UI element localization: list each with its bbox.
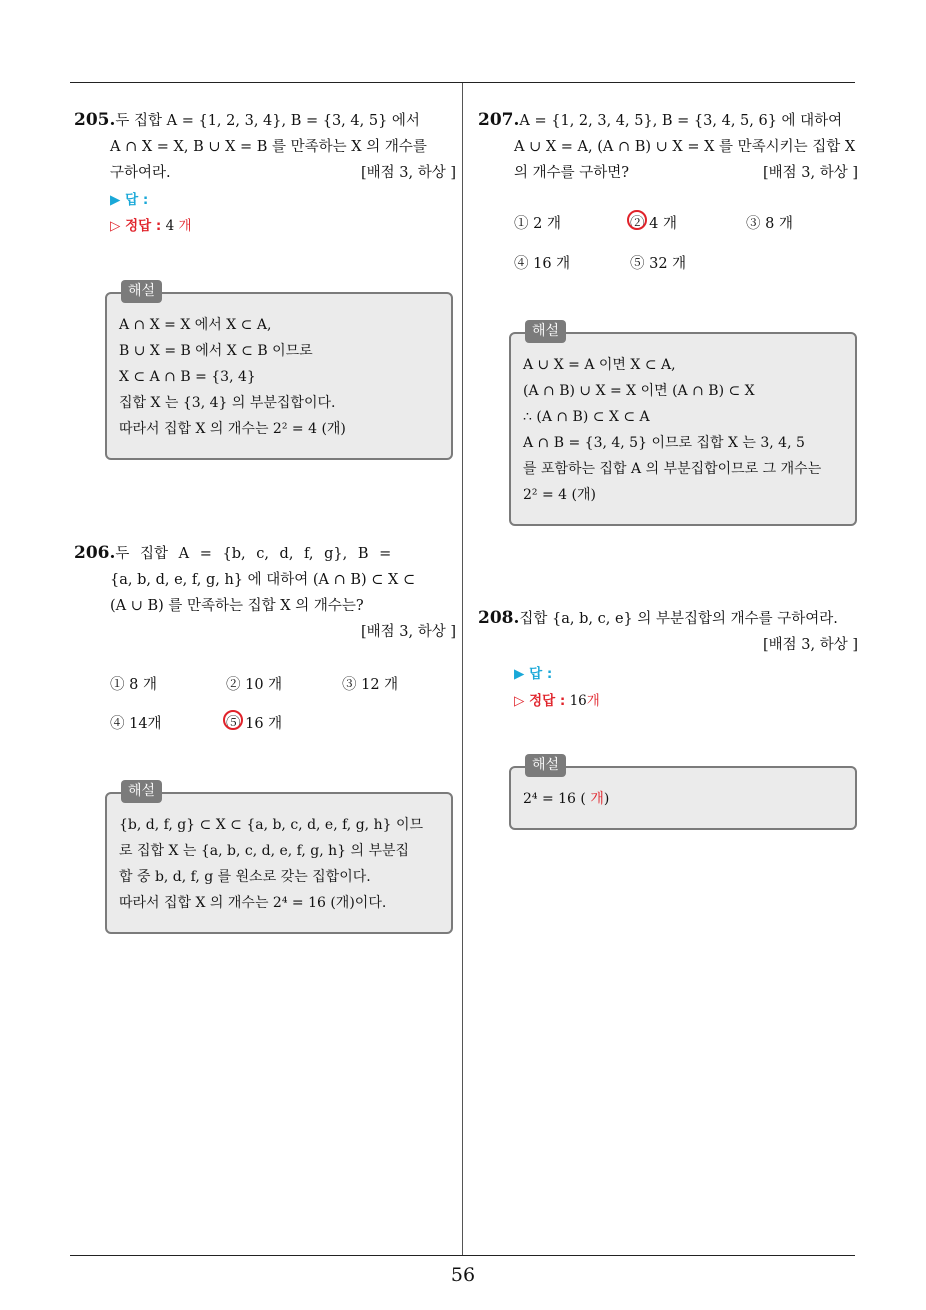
score-meta: [배점 3, 하상 ] [360, 624, 456, 640]
question-text: 두 집합 A = {1, 2, 3, 4}, B = {3, 4, 5} 에서 [115, 113, 420, 129]
selected-choice-mark [627, 210, 647, 230]
column-divider [462, 83, 463, 1255]
choice-2[interactable]: ② 10 개 [226, 677, 283, 693]
question-line [74, 107, 456, 134]
solution-line: 따라서 집합 X 의 개수는 2² = 4 (개) [119, 421, 346, 437]
solution-line: A ∩ B = {3, 4, 5} 이므로 집합 X 는 3, 4, 5 [523, 435, 805, 451]
solution-line: (A ∩ B) ∪ X = X 이면 (A ∩ B) ⊂ X [523, 383, 755, 399]
solution-line: 로 집합 X 는 {a, b, c, d, e, f, g, h} 의 부분집 [119, 843, 410, 859]
problem-number: 205. [74, 110, 116, 130]
choice-3[interactable]: ③ 8 개 [746, 216, 793, 232]
answer-line [514, 662, 552, 686]
question-line [74, 540, 456, 567]
solution-box-205 [105, 283, 453, 460]
correct-answer-unit: 개 [586, 693, 600, 709]
question-line [478, 605, 858, 632]
correct-answer-label: ▷ 정답 : [514, 693, 566, 709]
solution-unit: 개 [590, 791, 604, 807]
solution-line: ∴ (A ∩ B) ⊂ X ⊂ A [523, 409, 650, 425]
problem-number: 207. [478, 110, 520, 130]
score-meta: [배점 3, 하상 ] [360, 165, 456, 181]
solution-tag: 해설 [525, 754, 566, 777]
answer-label: ▶ 답 : [514, 666, 553, 682]
choice-1[interactable]: ① 8 개 [110, 677, 157, 693]
solution-line: 합 중 b, d, f, g 를 원소로 갖는 집합이다. [119, 869, 371, 885]
page-number: 56 [450, 1264, 476, 1286]
question-text: 두 집합 A = {b, c, d, f, g}, B = [115, 546, 392, 562]
question-text: 구하여라. [110, 165, 171, 181]
problem-number: 206. [74, 543, 116, 563]
correct-answer-line [110, 214, 192, 238]
question-text: A ∪ X = A, (A ∩ B) ∪ X = X 를 만족시키는 집합 X [514, 139, 856, 155]
answer-label: ▶ 답 : [110, 192, 149, 208]
solution-line: 집합 X 는 {3, 4} 의 부분집합이다. [119, 395, 336, 411]
problem-205 [74, 107, 456, 186]
solution-tag: 해설 [121, 280, 162, 303]
footer-rule [70, 1255, 855, 1256]
correct-answer-value: 4 [165, 218, 175, 234]
correct-answer-value: 16 [569, 693, 587, 709]
solution-line: X ⊂ A ∩ B = {3, 4} [119, 369, 256, 385]
solution-line: 따라서 집합 X 의 개수는 2⁴ = 16 (개)이다. [119, 895, 387, 911]
solution-text: 2⁴ = 16 ( [523, 791, 586, 807]
choice-3[interactable]: ③ 12 개 [342, 677, 399, 693]
solution-line: A ∩ X = X 에서 X ⊂ A, [119, 317, 272, 333]
solution-line: {b, d, f, g} ⊂ X ⊂ {a, b, c, d, e, f, g, h} 이므 [119, 817, 423, 833]
problem-206 [74, 540, 456, 645]
score-meta: [배점 3, 하상 ] [762, 165, 858, 181]
solution-tag: 해설 [525, 320, 566, 343]
answer-line [110, 188, 148, 212]
correct-answer-line [514, 689, 600, 713]
score-meta: [배점 3, 하상 ] [762, 637, 858, 653]
problem-207 [478, 107, 858, 186]
solution-tag: 해설 [121, 780, 162, 803]
question-text: {a, b, d, e, f, g, h} 에 대하여 (A ∩ B) ⊂ X ⊂ [110, 572, 416, 588]
choice-2[interactable]: ② 4 개 [630, 216, 677, 232]
question-text: (A ∪ B) 를 만족하는 집합 X 의 개수는? [110, 598, 364, 614]
choice-4[interactable]: ④ 14개 [110, 716, 162, 732]
correct-answer-label: ▷ 정답 : [110, 218, 162, 234]
solution-line: 2² = 4 (개) [523, 487, 596, 503]
correct-answer-unit: 개 [178, 218, 192, 234]
solution-line: B ∪ X = B 에서 X ⊂ B 이므로 [119, 343, 313, 359]
question-text: 집합 {a, b, c, e} 의 부분집합의 개수를 구하여라. [519, 611, 838, 627]
choice-1[interactable]: ① 2 개 [514, 216, 561, 232]
solution-line: 를 포함하는 집합 A 의 부분집합이므로 그 개수는 [523, 461, 822, 477]
solution-box-208 [509, 757, 857, 830]
solution-line: A ∪ X = A 이면 X ⊂ A, [523, 357, 676, 373]
choice-5[interactable]: ⑤ 16 개 [226, 716, 283, 732]
solution-box-207 [509, 323, 857, 526]
question-text: A ∩ X = X, B ∪ X = B 를 만족하는 X 의 개수를 [110, 139, 427, 155]
solution-text: ) [603, 791, 610, 807]
question-text: 의 개수를 구하면? [514, 165, 630, 181]
question-text: A = {1, 2, 3, 4, 5}, B = {3, 4, 5, 6} 에 대하여 [519, 113, 843, 129]
problem-number: 208. [478, 608, 520, 628]
solution-box-206 [105, 783, 453, 934]
question-line [478, 107, 858, 134]
selected-choice-mark [223, 710, 243, 730]
choice-4[interactable]: ④ 16 개 [514, 256, 571, 272]
choice-5[interactable]: ⑤ 32 개 [630, 256, 687, 272]
problem-208 [478, 605, 858, 658]
solution-line [523, 786, 843, 812]
